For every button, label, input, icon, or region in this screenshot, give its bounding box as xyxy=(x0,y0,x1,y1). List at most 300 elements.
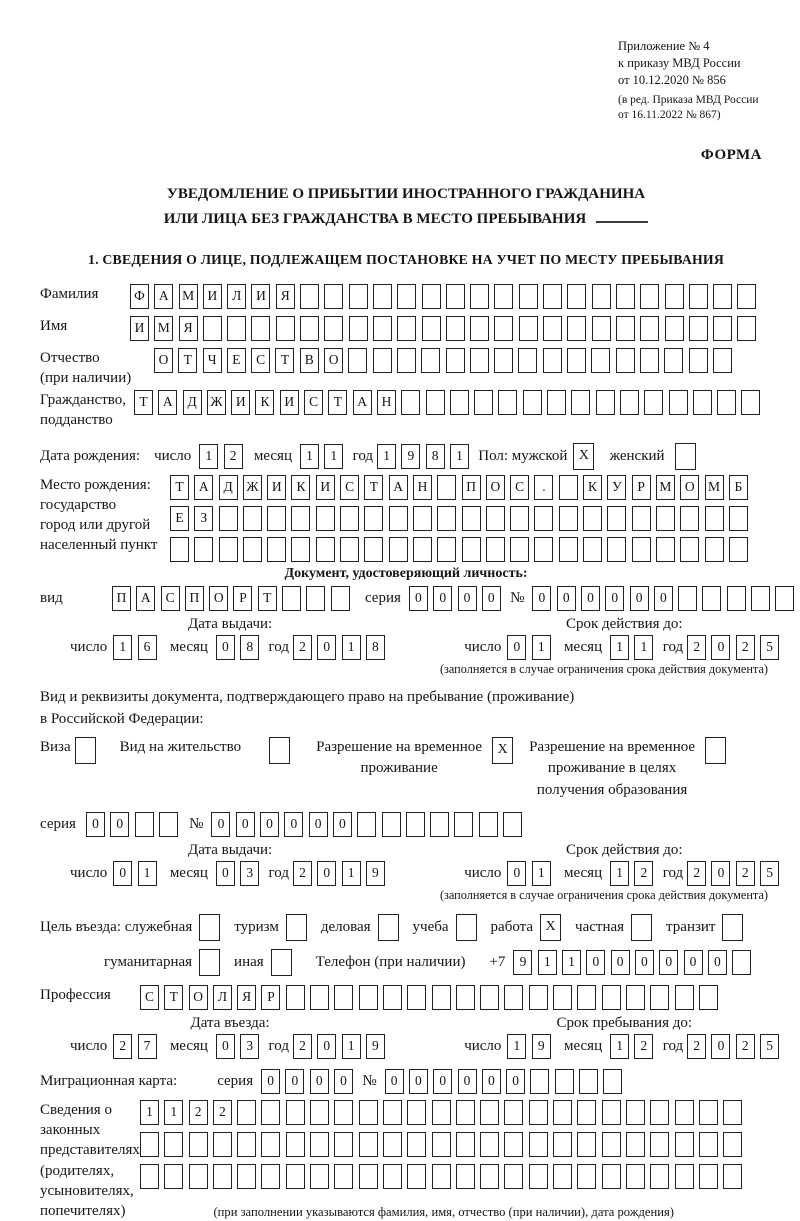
char-cell-empty[interactable] xyxy=(480,1100,499,1125)
char-cell-empty[interactable] xyxy=(751,586,770,611)
char-cell-empty[interactable] xyxy=(383,1132,402,1157)
char-cell-filled[interactable]: Т xyxy=(134,390,153,415)
char-cell-empty[interactable] xyxy=(699,1132,718,1157)
char-cell-filled[interactable]: М xyxy=(656,475,675,500)
char-cell-empty[interactable] xyxy=(389,537,408,562)
char-cell-filled[interactable]: 0 xyxy=(630,586,649,611)
char-cell-filled[interactable]: И xyxy=(267,475,286,500)
char-cell-filled[interactable]: 0 xyxy=(317,635,336,660)
temp-residence-checkbox[interactable]: X xyxy=(492,737,513,764)
char-cell-filled[interactable]: 2 xyxy=(189,1100,208,1125)
char-cell-filled[interactable]: 0 xyxy=(110,812,129,837)
char-cell-empty[interactable] xyxy=(364,537,383,562)
char-cell-empty[interactable] xyxy=(602,1100,621,1125)
char-cell-empty[interactable] xyxy=(620,390,639,415)
char-cell-empty[interactable] xyxy=(470,284,489,309)
char-cell-empty[interactable] xyxy=(705,537,724,562)
char-cell-empty[interactable] xyxy=(164,1132,183,1157)
char-cell-filled[interactable]: 0 xyxy=(532,586,551,611)
char-cell-filled[interactable]: 0 xyxy=(659,950,678,975)
char-cell-empty[interactable] xyxy=(310,1164,329,1189)
char-cell-filled[interactable]: 0 xyxy=(586,950,605,975)
char-cell-empty[interactable] xyxy=(632,506,651,531)
char-cell-filled[interactable]: Т xyxy=(364,475,383,500)
char-cell-empty[interactable] xyxy=(741,390,760,415)
char-cell-empty[interactable] xyxy=(503,812,522,837)
char-cell-empty[interactable] xyxy=(413,537,432,562)
char-cell-empty[interactable] xyxy=(397,284,416,309)
char-cell-empty[interactable] xyxy=(316,506,335,531)
char-cell-empty[interactable] xyxy=(727,586,746,611)
char-cell-empty[interactable] xyxy=(486,506,505,531)
char-cell-empty[interactable] xyxy=(602,1132,621,1157)
char-cell-empty[interactable] xyxy=(383,1164,402,1189)
char-cell-empty[interactable] xyxy=(678,586,697,611)
char-cell-filled[interactable]: 5 xyxy=(760,861,779,886)
char-cell-filled[interactable]: 2 xyxy=(634,1034,653,1059)
char-cell-empty[interactable] xyxy=(373,348,392,373)
char-cell-empty[interactable] xyxy=(480,1164,499,1189)
char-cell-empty[interactable] xyxy=(504,1164,523,1189)
char-cell-empty[interactable] xyxy=(306,586,325,611)
char-cell-filled[interactable]: И xyxy=(316,475,335,500)
char-cell-filled[interactable]: И xyxy=(203,284,222,309)
char-cell-filled[interactable]: 0 xyxy=(385,1069,404,1094)
char-cell-empty[interactable] xyxy=(592,284,611,309)
char-cell-filled[interactable]: Ж xyxy=(243,475,262,500)
char-cell-empty[interactable] xyxy=(713,316,732,341)
char-cell-empty[interactable] xyxy=(189,1164,208,1189)
char-cell-empty[interactable] xyxy=(547,390,566,415)
char-cell-filled[interactable]: С xyxy=(304,390,323,415)
char-cell-empty[interactable] xyxy=(656,506,675,531)
char-cell-filled[interactable]: 2 xyxy=(213,1100,232,1125)
char-cell-filled[interactable]: 0 xyxy=(86,812,105,837)
char-cell-filled[interactable]: П xyxy=(185,586,204,611)
char-cell-filled[interactable]: О xyxy=(189,985,208,1010)
char-cell-filled[interactable]: 9 xyxy=(366,1034,385,1059)
char-cell-filled[interactable]: 1 xyxy=(342,861,361,886)
char-cell-empty[interactable] xyxy=(422,316,441,341)
char-cell-empty[interactable] xyxy=(357,812,376,837)
char-cell-empty[interactable] xyxy=(213,1164,232,1189)
char-cell-empty[interactable] xyxy=(237,1164,256,1189)
char-cell-filled[interactable]: 1 xyxy=(610,635,629,660)
char-cell-empty[interactable] xyxy=(626,985,645,1010)
char-cell-empty[interactable] xyxy=(349,284,368,309)
char-cell-empty[interactable] xyxy=(729,506,748,531)
char-cell-filled[interactable]: 8 xyxy=(366,635,385,660)
char-cell-empty[interactable] xyxy=(713,284,732,309)
char-cell-empty[interactable] xyxy=(407,1132,426,1157)
char-cell-empty[interactable] xyxy=(650,985,669,1010)
char-cell-filled[interactable]: 1 xyxy=(377,444,396,469)
char-cell-filled[interactable]: 0 xyxy=(310,1069,329,1094)
char-cell-empty[interactable] xyxy=(324,284,343,309)
char-cell-empty[interactable] xyxy=(510,506,529,531)
char-cell-filled[interactable]: Т xyxy=(170,475,189,500)
char-cell-empty[interactable] xyxy=(189,1132,208,1157)
char-cell-empty[interactable] xyxy=(383,985,402,1010)
char-cell-empty[interactable] xyxy=(446,316,465,341)
char-cell-filled[interactable]: Д xyxy=(183,390,202,415)
char-cell-empty[interactable] xyxy=(432,1132,451,1157)
char-cell-empty[interactable] xyxy=(656,537,675,562)
char-cell-empty[interactable] xyxy=(543,316,562,341)
char-cell-empty[interactable] xyxy=(456,1164,475,1189)
char-cell-empty[interactable] xyxy=(382,812,401,837)
purpose-tourism-checkbox[interactable] xyxy=(286,914,307,941)
char-cell-filled[interactable]: 2 xyxy=(687,635,706,660)
char-cell-empty[interactable] xyxy=(504,1132,523,1157)
char-cell-filled[interactable]: 0 xyxy=(285,1069,304,1094)
char-cell-filled[interactable]: М xyxy=(179,284,198,309)
char-cell-filled[interactable]: Е xyxy=(227,348,246,373)
char-cell-filled[interactable]: Ж xyxy=(207,390,226,415)
char-cell-filled[interactable]: 0 xyxy=(216,1034,235,1059)
char-cell-empty[interactable] xyxy=(432,1100,451,1125)
char-cell-filled[interactable]: О xyxy=(486,475,505,500)
char-cell-filled[interactable]: Т xyxy=(258,586,277,611)
char-cell-filled[interactable]: 0 xyxy=(507,861,526,886)
char-cell-filled[interactable]: Я xyxy=(237,985,256,1010)
char-cell-empty[interactable] xyxy=(669,390,688,415)
char-cell-filled[interactable]: С xyxy=(140,985,159,1010)
char-cell-empty[interactable] xyxy=(348,348,367,373)
char-cell-empty[interactable] xyxy=(737,284,756,309)
char-cell-empty[interactable] xyxy=(529,985,548,1010)
char-cell-filled[interactable]: К xyxy=(583,475,602,500)
char-cell-empty[interactable] xyxy=(446,348,465,373)
char-cell-empty[interactable] xyxy=(331,586,350,611)
char-cell-filled[interactable]: 2 xyxy=(293,635,312,660)
char-cell-filled[interactable]: А xyxy=(194,475,213,500)
char-cell-empty[interactable] xyxy=(286,985,305,1010)
char-cell-filled[interactable]: Р xyxy=(261,985,280,1010)
char-cell-empty[interactable] xyxy=(559,537,578,562)
char-cell-filled[interactable]: 1 xyxy=(634,635,653,660)
char-cell-filled[interactable]: 1 xyxy=(342,635,361,660)
char-cell-empty[interactable] xyxy=(567,348,586,373)
char-cell-filled[interactable]: 0 xyxy=(711,861,730,886)
char-cell-empty[interactable] xyxy=(626,1132,645,1157)
char-cell-empty[interactable] xyxy=(534,537,553,562)
char-cell-empty[interactable] xyxy=(243,537,262,562)
char-cell-filled[interactable]: 2 xyxy=(113,1034,132,1059)
char-cell-empty[interactable] xyxy=(480,985,499,1010)
char-cell-empty[interactable] xyxy=(397,348,416,373)
char-cell-empty[interactable] xyxy=(510,537,529,562)
char-cell-empty[interactable] xyxy=(334,985,353,1010)
char-cell-empty[interactable] xyxy=(267,506,286,531)
char-cell-empty[interactable] xyxy=(349,316,368,341)
char-cell-empty[interactable] xyxy=(519,316,538,341)
char-cell-filled[interactable]: У xyxy=(607,475,626,500)
char-cell-filled[interactable]: 1 xyxy=(450,444,469,469)
char-cell-empty[interactable] xyxy=(432,985,451,1010)
char-cell-filled[interactable]: 6 xyxy=(138,635,157,660)
char-cell-empty[interactable] xyxy=(334,1164,353,1189)
char-cell-empty[interactable] xyxy=(602,1164,621,1189)
char-cell-empty[interactable] xyxy=(775,586,794,611)
char-cell-filled[interactable]: 0 xyxy=(581,586,600,611)
char-cell-empty[interactable] xyxy=(407,1100,426,1125)
char-cell-empty[interactable] xyxy=(567,284,586,309)
char-cell-empty[interactable] xyxy=(446,284,465,309)
char-cell-empty[interactable] xyxy=(699,1100,718,1125)
char-cell-empty[interactable] xyxy=(543,284,562,309)
char-cell-filled[interactable]: 2 xyxy=(293,861,312,886)
char-cell-empty[interactable] xyxy=(650,1164,669,1189)
char-cell-empty[interactable] xyxy=(219,537,238,562)
char-cell-filled[interactable]: Н xyxy=(413,475,432,500)
char-cell-empty[interactable] xyxy=(616,284,635,309)
char-cell-filled[interactable]: П xyxy=(462,475,481,500)
char-cell-filled[interactable]: 1 xyxy=(610,1034,629,1059)
purpose-transit-checkbox[interactable] xyxy=(722,914,743,941)
char-cell-empty[interactable] xyxy=(213,1132,232,1157)
char-cell-filled[interactable]: 9 xyxy=(401,444,420,469)
char-cell-filled[interactable]: Р xyxy=(632,475,651,500)
char-cell-empty[interactable] xyxy=(723,1164,742,1189)
char-cell-empty[interactable] xyxy=(592,316,611,341)
char-cell-empty[interactable] xyxy=(243,506,262,531)
char-cell-filled[interactable]: 0 xyxy=(458,1069,477,1094)
char-cell-empty[interactable] xyxy=(135,812,154,837)
char-cell-filled[interactable]: Н xyxy=(377,390,396,415)
char-cell-empty[interactable] xyxy=(340,506,359,531)
char-cell-empty[interactable] xyxy=(373,316,392,341)
char-cell-filled[interactable]: 0 xyxy=(482,586,501,611)
char-cell-empty[interactable] xyxy=(437,475,456,500)
char-cell-empty[interactable] xyxy=(737,316,756,341)
char-cell-filled[interactable]: 1 xyxy=(507,1034,526,1059)
char-cell-filled[interactable]: 0 xyxy=(334,1069,353,1094)
char-cell-empty[interactable] xyxy=(432,1164,451,1189)
char-cell-filled[interactable]: 2 xyxy=(687,1034,706,1059)
char-cell-filled[interactable]: 0 xyxy=(317,1034,336,1059)
char-cell-empty[interactable] xyxy=(553,1164,572,1189)
char-cell-empty[interactable] xyxy=(286,1132,305,1157)
char-cell-filled[interactable]: 2 xyxy=(224,444,243,469)
char-cell-filled[interactable]: 1 xyxy=(342,1034,361,1059)
char-cell-empty[interactable] xyxy=(474,390,493,415)
char-cell-filled[interactable]: О xyxy=(680,475,699,500)
char-cell-empty[interactable] xyxy=(632,537,651,562)
char-cell-empty[interactable] xyxy=(529,1132,548,1157)
char-cell-filled[interactable]: 1 xyxy=(562,950,581,975)
char-cell-empty[interactable] xyxy=(498,390,517,415)
char-cell-empty[interactable] xyxy=(702,586,721,611)
char-cell-filled[interactable]: 8 xyxy=(240,635,259,660)
char-cell-empty[interactable] xyxy=(675,1100,694,1125)
char-cell-empty[interactable] xyxy=(310,1100,329,1125)
char-cell-filled[interactable]: Р xyxy=(233,586,252,611)
char-cell-empty[interactable] xyxy=(723,1100,742,1125)
char-cell-empty[interactable] xyxy=(559,475,578,500)
char-cell-empty[interactable] xyxy=(450,390,469,415)
char-cell-filled[interactable]: . xyxy=(534,475,553,500)
char-cell-filled[interactable]: З xyxy=(194,506,213,531)
char-cell-empty[interactable] xyxy=(504,1100,523,1125)
char-cell-filled[interactable]: 1 xyxy=(140,1100,159,1125)
char-cell-empty[interactable] xyxy=(650,1132,669,1157)
char-cell-empty[interactable] xyxy=(519,284,538,309)
char-cell-filled[interactable]: И xyxy=(280,390,299,415)
char-cell-empty[interactable] xyxy=(383,1100,402,1125)
char-cell-filled[interactable]: О xyxy=(324,348,343,373)
char-cell-empty[interactable] xyxy=(543,348,562,373)
char-cell-filled[interactable]: Е xyxy=(170,506,189,531)
char-cell-filled[interactable]: Т xyxy=(328,390,347,415)
char-cell-empty[interactable] xyxy=(675,985,694,1010)
char-cell-empty[interactable] xyxy=(644,390,663,415)
char-cell-empty[interactable] xyxy=(689,284,708,309)
char-cell-empty[interactable] xyxy=(324,316,343,341)
char-cell-empty[interactable] xyxy=(164,1164,183,1189)
char-cell-empty[interactable] xyxy=(579,1069,598,1094)
char-cell-empty[interactable] xyxy=(334,1100,353,1125)
purpose-private-checkbox[interactable] xyxy=(631,914,652,941)
char-cell-empty[interactable] xyxy=(291,537,310,562)
char-cell-filled[interactable]: 1 xyxy=(199,444,218,469)
char-cell-filled[interactable]: 1 xyxy=(538,950,557,975)
purpose-study-checkbox[interactable] xyxy=(456,914,477,941)
char-cell-empty[interactable] xyxy=(640,348,659,373)
residence-permit-checkbox[interactable] xyxy=(269,737,290,764)
char-cell-filled[interactable]: 1 xyxy=(324,444,343,469)
char-cell-filled[interactable]: 5 xyxy=(760,1034,779,1059)
char-cell-empty[interactable] xyxy=(665,316,684,341)
char-cell-empty[interactable] xyxy=(693,390,712,415)
char-cell-empty[interactable] xyxy=(640,284,659,309)
char-cell-empty[interactable] xyxy=(479,812,498,837)
char-cell-filled[interactable]: 0 xyxy=(433,586,452,611)
char-cell-empty[interactable] xyxy=(640,316,659,341)
char-cell-filled[interactable]: А xyxy=(353,390,372,415)
char-cell-empty[interactable] xyxy=(426,390,445,415)
char-cell-empty[interactable] xyxy=(140,1164,159,1189)
char-cell-empty[interactable] xyxy=(723,1132,742,1157)
char-cell-filled[interactable]: П xyxy=(112,586,131,611)
char-cell-filled[interactable]: 0 xyxy=(605,586,624,611)
char-cell-filled[interactable]: 2 xyxy=(736,861,755,886)
char-cell-filled[interactable]: Т xyxy=(275,348,294,373)
char-cell-empty[interactable] xyxy=(494,348,513,373)
char-cell-filled[interactable]: 0 xyxy=(309,812,328,837)
char-cell-empty[interactable] xyxy=(316,537,335,562)
char-cell-empty[interactable] xyxy=(607,537,626,562)
char-cell-filled[interactable]: 0 xyxy=(409,586,428,611)
char-cell-empty[interactable] xyxy=(717,390,736,415)
char-cell-empty[interactable] xyxy=(699,985,718,1010)
char-cell-filled[interactable]: А xyxy=(154,284,173,309)
char-cell-empty[interactable] xyxy=(665,284,684,309)
char-cell-filled[interactable]: 9 xyxy=(513,950,532,975)
char-cell-filled[interactable]: 5 xyxy=(760,635,779,660)
char-cell-empty[interactable] xyxy=(454,812,473,837)
char-cell-empty[interactable] xyxy=(340,537,359,562)
char-cell-filled[interactable]: 9 xyxy=(366,861,385,886)
char-cell-filled[interactable]: 1 xyxy=(113,635,132,660)
char-cell-filled[interactable]: Л xyxy=(227,284,246,309)
char-cell-empty[interactable] xyxy=(219,506,238,531)
char-cell-empty[interactable] xyxy=(359,1164,378,1189)
char-cell-empty[interactable] xyxy=(494,316,513,341)
char-cell-empty[interactable] xyxy=(437,506,456,531)
char-cell-empty[interactable] xyxy=(504,985,523,1010)
char-cell-filled[interactable]: 3 xyxy=(240,1034,259,1059)
char-cell-empty[interactable] xyxy=(300,316,319,341)
purpose-other-checkbox[interactable] xyxy=(271,949,292,976)
char-cell-empty[interactable] xyxy=(407,985,426,1010)
char-cell-filled[interactable]: А xyxy=(389,475,408,500)
char-cell-empty[interactable] xyxy=(437,537,456,562)
char-cell-empty[interactable] xyxy=(689,348,708,373)
char-cell-empty[interactable] xyxy=(596,390,615,415)
char-cell-empty[interactable] xyxy=(462,506,481,531)
char-cell-filled[interactable]: 0 xyxy=(557,586,576,611)
char-cell-filled[interactable]: К xyxy=(291,475,310,500)
char-cell-empty[interactable] xyxy=(282,586,301,611)
char-cell-empty[interactable] xyxy=(626,1164,645,1189)
char-cell-filled[interactable]: Я xyxy=(179,316,198,341)
char-cell-empty[interactable] xyxy=(607,506,626,531)
char-cell-filled[interactable]: 0 xyxy=(708,950,727,975)
char-cell-filled[interactable]: Б xyxy=(729,475,748,500)
char-cell-empty[interactable] xyxy=(359,1100,378,1125)
char-cell-empty[interactable] xyxy=(553,1100,572,1125)
char-cell-empty[interactable] xyxy=(470,316,489,341)
char-cell-filled[interactable]: С xyxy=(510,475,529,500)
char-cell-filled[interactable]: 0 xyxy=(711,635,730,660)
char-cell-empty[interactable] xyxy=(430,812,449,837)
char-cell-empty[interactable] xyxy=(577,985,596,1010)
char-cell-empty[interactable] xyxy=(422,284,441,309)
char-cell-empty[interactable] xyxy=(261,1164,280,1189)
char-cell-filled[interactable]: 2 xyxy=(736,1034,755,1059)
purpose-work-checkbox[interactable]: X xyxy=(540,914,561,941)
purpose-commercial-checkbox[interactable] xyxy=(378,914,399,941)
char-cell-empty[interactable] xyxy=(530,1069,549,1094)
char-cell-filled[interactable]: 1 xyxy=(532,861,551,886)
char-cell-filled[interactable]: 8 xyxy=(426,444,445,469)
char-cell-empty[interactable] xyxy=(480,1132,499,1157)
char-cell-empty[interactable] xyxy=(732,950,751,975)
char-cell-filled[interactable]: Т xyxy=(178,348,197,373)
char-cell-empty[interactable] xyxy=(529,1164,548,1189)
char-cell-filled[interactable]: 0 xyxy=(611,950,630,975)
char-cell-filled[interactable]: 0 xyxy=(409,1069,428,1094)
char-cell-filled[interactable]: Ч xyxy=(203,348,222,373)
char-cell-empty[interactable] xyxy=(276,316,295,341)
char-cell-empty[interactable] xyxy=(713,348,732,373)
char-cell-filled[interactable]: 0 xyxy=(113,861,132,886)
char-cell-filled[interactable]: 2 xyxy=(687,861,706,886)
char-cell-filled[interactable]: 2 xyxy=(736,635,755,660)
char-cell-empty[interactable] xyxy=(456,985,475,1010)
char-cell-filled[interactable]: 0 xyxy=(433,1069,452,1094)
char-cell-empty[interactable] xyxy=(553,985,572,1010)
char-cell-empty[interactable] xyxy=(364,506,383,531)
char-cell-empty[interactable] xyxy=(462,537,481,562)
char-cell-empty[interactable] xyxy=(689,316,708,341)
char-cell-empty[interactable] xyxy=(159,812,178,837)
char-cell-filled[interactable]: 9 xyxy=(532,1034,551,1059)
char-cell-empty[interactable] xyxy=(413,506,432,531)
char-cell-empty[interactable] xyxy=(602,985,621,1010)
char-cell-filled[interactable]: И xyxy=(231,390,250,415)
